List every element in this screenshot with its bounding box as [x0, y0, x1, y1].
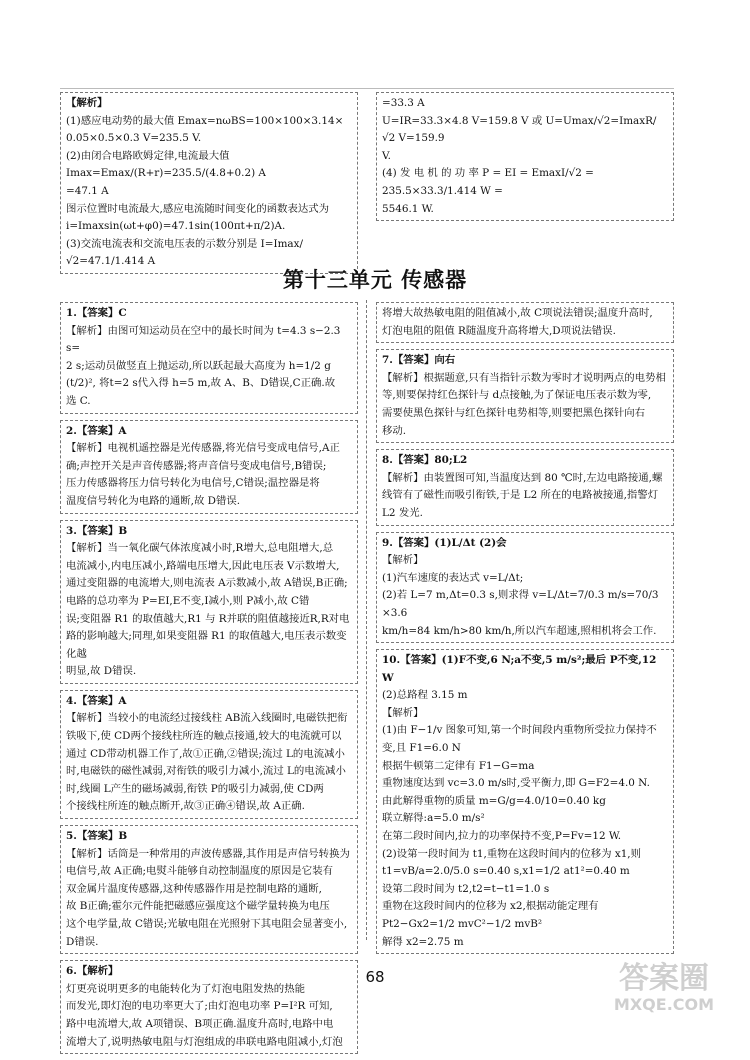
text-line: 压力传感器将压力信号转化为电信号,C错误;温控器是将 — [66, 477, 320, 490]
text-line: (2)总路程 3.15 m — [382, 689, 468, 702]
text-line: t1=vB/a=2.0/5.0 s=0.40 s,x1=1/2 at1²=0.40 m — [382, 865, 630, 878]
item-number: 6. — [66, 965, 77, 978]
item-answer: 【解析】 — [76, 965, 119, 978]
watermark-top: 答案圈 — [619, 961, 709, 996]
answer-header — [66, 828, 352, 846]
column-divider — [366, 300, 367, 940]
text-line: 双金属片温度传感器,这种传感器作用是控制电路的通断, — [66, 882, 322, 895]
item-number: 1. — [66, 307, 77, 319]
text-line: 铁吸下,使 CD两个接线柱所连的触点接通,较大的电流就可以 — [66, 730, 342, 743]
right-column — [376, 302, 674, 960]
text-line: Pt2−Gx2=1/2 mvC²−1/2 mvB² — [382, 918, 543, 930]
answer-header — [66, 693, 352, 711]
item-number: 7. — [382, 354, 393, 367]
text-line: 选 C. — [66, 394, 91, 407]
left-column — [60, 302, 358, 1060]
text-line: km/h=84 km/h>80 km/h,所以汽车超速,照相机将会工作. — [382, 624, 657, 637]
answer-item — [376, 302, 674, 343]
top-left-section — [60, 92, 358, 280]
text-line: 电流减小,内电压减小,路端电压增大,因此电压表 V示数增大, — [66, 559, 340, 572]
item-answer: 【答案】A — [76, 424, 127, 437]
text-line: 电路的总功率为 P=EI,E不变,I减小,则 P减小,故 C错 — [66, 594, 310, 607]
text-line: D错误. — [66, 935, 99, 948]
top-right-section — [376, 92, 674, 227]
answer-header — [382, 652, 668, 687]
text-line: 确;声控开关是声音传感器;将声音信号变成电信号,B错误; — [66, 459, 327, 472]
answer-header — [66, 423, 352, 441]
answer-header — [66, 305, 352, 323]
top-divider-line — [60, 88, 674, 89]
text-line: 而发光,即灯泡的电功率更大了;由灯泡电功率 P=I²R 可知, — [66, 1000, 333, 1013]
text-line: (1)汽车速度的表达式 v=L/Δt; — [382, 571, 524, 584]
text-line: 【解析】话筒是一种常用的声波传感器,其作用是声信号转换为 — [66, 847, 350, 860]
text-line: =47.1 A — [66, 184, 109, 197]
text-line: 【解析】电视机遥控器是光传感器,将光信号变成电信号,A正 — [66, 442, 340, 455]
top-left-heading: 【解析】 — [66, 97, 108, 109]
text-line: (1)由 F−1/v 图象可知,第一个时间段内重物所受拉力保持不 — [382, 724, 657, 737]
answer-header — [66, 523, 352, 541]
item-answer: 【答案】(1)F不变,6 N;a不变,5 m/s²;最后 P不变,12 W — [382, 654, 657, 684]
item-number: 8. — [382, 454, 393, 467]
text-line: 路的影响越大;同理,如果变阻器 R1 的取值越大,电压表示数变化越 — [66, 630, 347, 660]
item-number: 2. — [66, 424, 77, 437]
text-line: 路中电流增大,故 A项错误、B项正确.温度升高时,电路中电 — [66, 1017, 334, 1030]
item-number: 4. — [66, 694, 77, 707]
text-line: 等,则要保持红色探针与 d点接触,为了保证电压表示数为零, — [382, 389, 652, 402]
text-line: (1)感应电动势的最大值 Emax=nωBS=100×100×3.14× — [66, 114, 344, 127]
text-line: 重物速度达到 vc=3.0 m/s时,受平衡力,即 G=F2=4.0 N. — [382, 777, 650, 790]
text-line: 需要使黑色探针与红色探针电势相等,则要把黑色探针向右 — [382, 406, 646, 419]
text-line: 【解析】由图可知运动员在空中的最长时间为 t=4.3 s−2.3 s= — [66, 324, 341, 355]
text-line: (3)交流电流表和交流电压表的示数分别是 I=Imax/√2=47.1/1.414 A — [66, 237, 303, 268]
text-line: 变,且 F1=6.0 N — [382, 742, 461, 755]
item-number: 9. — [382, 536, 393, 549]
answer-item — [60, 420, 358, 514]
text-line: 联立解得:a=5.0 m/s² — [382, 812, 485, 825]
text-line: 【解析】由装置图可知,当温度达到 80 ℃时,左边电路接通,螺 — [382, 471, 663, 484]
text-line: 解得 x2=2.75 m — [382, 935, 464, 948]
text-line: 2 s;运动员做竖直上抛运动,所以跃起最大高度为 h=1/2 g — [66, 359, 331, 372]
text-line: 根据牛顿第二定律有 F1−G=ma — [382, 759, 535, 772]
item-answer: 【答案】B — [76, 830, 128, 843]
text-line: 5546.1 W. — [382, 202, 434, 215]
page-number: 68 — [365, 968, 385, 986]
text-line: 在第二段时间内,拉力的功率保持不变,P=Fv=12 W. — [382, 830, 622, 843]
text-line: 时,电磁铁的磁性减弱,对衔铁的吸引力减小,流过 L的电流减小 — [66, 765, 346, 778]
answer-header — [382, 352, 668, 370]
text-line: 明显,故 D错误. — [66, 665, 137, 678]
text-line: (2)设第一段时间为 t1,重物在这段时间内的位移为 x1,则 — [382, 847, 641, 860]
text-line: (2)由闭合电路欧姆定律,电流最大值 Imax=Emax/(R+r)=235.5/(4.8+0.2) A — [66, 149, 266, 180]
text-line: L2 发光. — [382, 506, 423, 519]
text-line: 将增大故热敏电阻的阻值减小,故 C项说法错误;温度升高时, — [382, 307, 653, 319]
answer-item — [376, 649, 674, 954]
text-line: 这个电学量,故 C错误;光敏电阻在光照射下其电阻会显著变小, — [66, 918, 348, 930]
item-number: 10. — [382, 654, 401, 667]
answer-item — [60, 520, 358, 684]
item-answer: 【答案】向右 — [392, 354, 456, 367]
text-line: 误;变阻器 R1 的取值越大,R1 与 R并联的阻值越接近R,R对电 — [66, 612, 350, 625]
item-answer: 【答案】A — [76, 694, 127, 707]
text-line: i=Imaxsin(ωt+φ0)=47.1sin(100πt+π/2)A. — [66, 220, 286, 233]
answer-item — [60, 825, 358, 954]
text-line: 【解析】当一氧化碳气体浓度减小时,R增大,总电阻增大,总 — [66, 542, 334, 555]
text-line: 【解析】 — [382, 706, 424, 719]
text-line: (t/2)², 将t=2 s代入得 h=5 m,故 A、B、D错误,C正确.故 — [66, 377, 336, 390]
answer-item — [60, 690, 358, 819]
text-line: 图示位置时电流最大,感应电流随时间变化的函数表达式为 — [66, 202, 330, 215]
item-answer: 【答案】B — [76, 524, 128, 537]
text-line: (4) 发 电 机 的 功 率 P = EI = EmaxI/√2 = 235.5×33.3/1.414 W = — [382, 167, 594, 197]
text-line: 移动. — [382, 424, 407, 437]
text-line: 个接线柱所连的触点断开,故③正确④错误,故 A正确. — [66, 800, 305, 813]
text-line: 0.05×0.5×0.3 V=235.5 V. — [66, 132, 202, 145]
text-line: V. — [382, 149, 391, 162]
top-right-box — [376, 92, 674, 221]
text-line: U=IR=33.3×4.8 V=159.8 V 或 U=Umax/√2=ImaxR/√2 V=159.9 — [382, 114, 657, 145]
text-line: 通过变阻器的电流增大,则电流表 A示数减小,故 A错误,B正确; — [66, 577, 348, 590]
watermark-bottom: MXQE.COM — [613, 995, 715, 1014]
answer-item — [60, 302, 358, 414]
text-line: 设第二段时间为 t2,t2=t−t1=1.0 s — [382, 882, 550, 895]
answer-header — [382, 452, 668, 470]
answer-item — [376, 449, 674, 525]
answer-item — [376, 349, 674, 443]
text-line: 灯更亮说明更多的电能转化为了灯泡电阻发热的热能 — [66, 982, 305, 995]
text-line: 线管有了磁性而吸引衔铁,于是 L2 所在的电路被接通,指警灯 — [382, 489, 659, 502]
text-line: 由此解得重物的质量 m=G/g=4.0/10=0.40 kg — [382, 794, 606, 807]
text-line: 通过 CD带动机器工作了,故①正确,②错误;流过 L的电流减小 — [66, 747, 345, 760]
text-line: 时,线圈 L产生的磁场减弱,衔铁 P的吸引力减弱,使 CD两 — [66, 782, 324, 795]
unit-title: 第十三单元 传感器 — [282, 268, 468, 292]
text-line: 【解析】 — [382, 554, 424, 567]
text-line: 故 B正确;霍尔元件能把磁感应强度这个磁学量转换为电压 — [66, 900, 330, 913]
text-line: (2)若 L=7 m,Δt=0.3 s,则求得 v=L/Δt=7/0.3 m/s=70/3 ×3.6 — [382, 589, 659, 619]
answer-header — [382, 535, 668, 553]
text-line: 【解析】根据题意,只有当指针示数为零时才说明两点的电势相 — [382, 371, 666, 384]
text-line: 【解析】当较小的电流经过接线柱 AB流入线圈时,电磁铁把衔 — [66, 712, 348, 725]
text-line: =33.3 A — [382, 97, 425, 109]
text-line: 灯泡电阻的阻值 R随温度升高将增大,D项说法错误. — [382, 324, 616, 337]
text-line: 重物在这段时间内的位移为 x2,根据动能定理有 — [382, 900, 599, 913]
answer-item — [376, 532, 674, 644]
item-answer: 【答案】(1)L/Δt (2)会 — [392, 536, 507, 549]
watermark-logo — [594, 954, 734, 1016]
text-line: 温度信号转化为电路的通断,故 D错误. — [66, 494, 241, 507]
text-line: 电信号,故 A正确;电熨斗能够自动控制温度的原因是它装有 — [66, 865, 333, 878]
item-answer: 【答案】80;L2 — [392, 454, 468, 467]
item-number: 3. — [66, 524, 77, 537]
text-line: 流增大了,说明热敏电阻与灯泡组成的串联电路电阻减小,灯泡 — [66, 1035, 343, 1048]
top-left-box — [60, 92, 358, 274]
item-answer: 【答案】C — [76, 307, 127, 319]
item-number: 5. — [66, 830, 77, 843]
